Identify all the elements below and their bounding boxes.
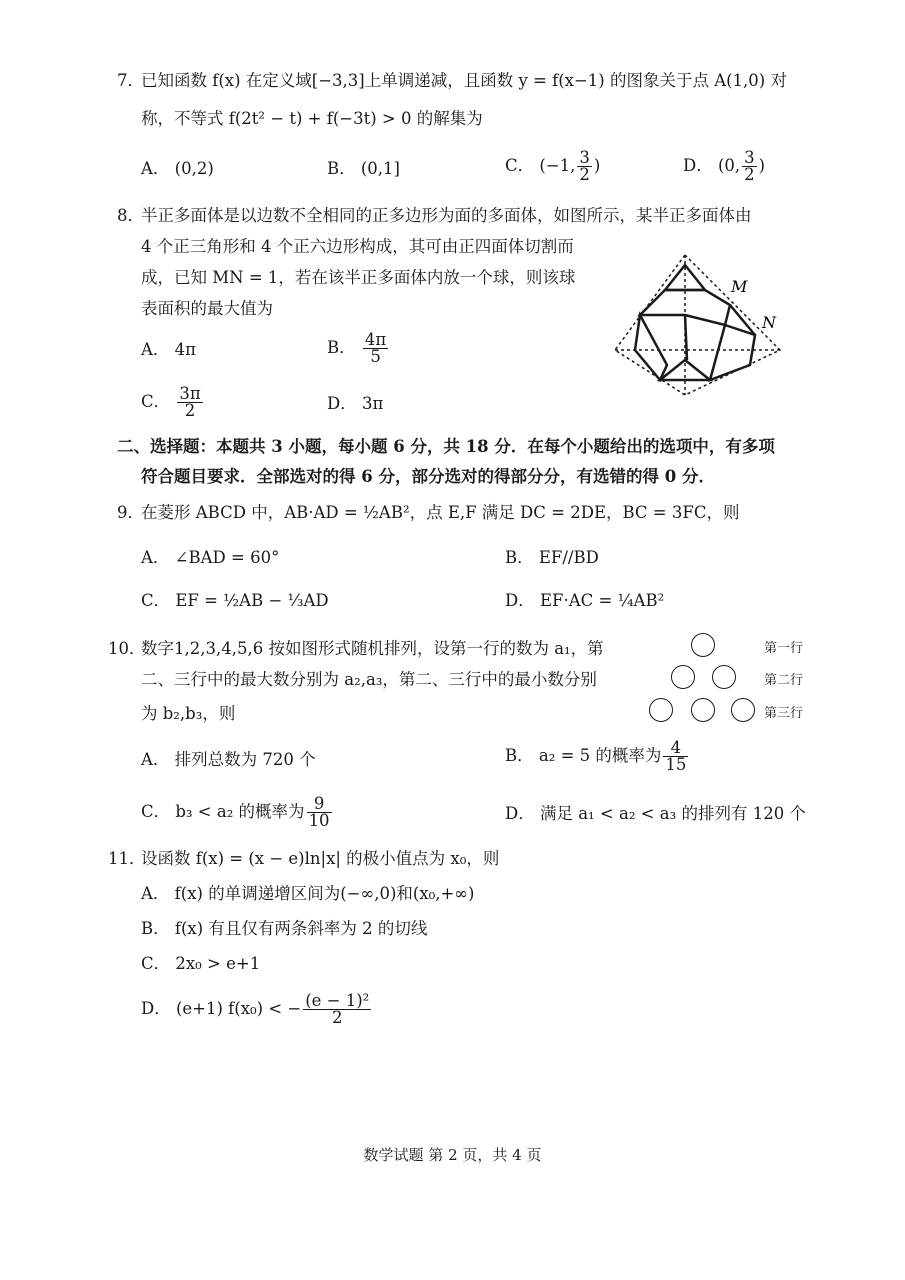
arrangement-circle xyxy=(671,665,695,689)
q11-number: 11． xyxy=(108,849,146,868)
row-label-3: 第三行 xyxy=(764,706,804,721)
q9-stem: 在菱形 ABCD 中，AB·AD = ½AB²，点 E,F 满足 DC = 2DE，BC = 3FC，则 xyxy=(141,503,740,522)
q11-stem: 设函数 f(x) = (x − e)ln|x| 的极小值点为 x₀，则 xyxy=(141,849,500,868)
q7-option-b: B． (0,1] xyxy=(327,159,400,178)
q8-stem-line2: 4 个正三角形和 4 个正六边形构成，其可由正四面体切割而 xyxy=(141,237,574,256)
q8-number: 8． xyxy=(117,206,144,225)
q11-option-a: A． f(x) 的单调递增区间为(−∞,0)和(x₀,+∞) xyxy=(141,884,475,903)
q11-option-c: C． 2x₀ > e+1 xyxy=(141,954,261,973)
arrangement-circle xyxy=(691,698,715,722)
truncated-tetrahedron-figure xyxy=(605,250,790,400)
q10-option-d: D． 满足 a₁ < a₂ < a₃ 的排列有 120 个 xyxy=(505,804,806,823)
q8-option-d: D． 3π xyxy=(327,394,384,413)
q8-stem-line4: 表面积的最大值为 xyxy=(141,299,273,318)
q9-number: 9． xyxy=(117,503,144,522)
q9-option-d: D． EF·AC = ¼AB² xyxy=(505,591,665,610)
q10-stem-line3: 为 b₂,b₃，则 xyxy=(141,704,236,723)
q7-stem-line1: 已知函数 f(x) 在定义域[−3,3]上单调递减，且函数 y = f(x−1) 的图象关于点 A(1,0) 对 xyxy=(141,71,787,90)
section-2-header-line2: 符合题目要求．全部选对的得 6 分，部分选对的得部分分，有选错的得 0 分． xyxy=(141,467,715,486)
q10-option-a: A． 排列总数为 720 个 xyxy=(141,750,316,769)
arrangement-circle xyxy=(731,698,755,722)
q9-option-b: B． EF//BD xyxy=(505,548,599,567)
q8-option-b: B． $\frac{4\pi}{5}$ xyxy=(327,330,387,366)
q8-stem-line3: 成，已知 MN = 1，若在该半正多面体内放一个球，则该球 xyxy=(141,268,576,287)
q10-stem-line1: 数字1,2,3,4,5,6 按如图形式随机排列，设第一行的数为 a₁，第 xyxy=(141,639,604,658)
q7-option-a: A． (0,2) xyxy=(141,159,214,178)
vertex-label-n: N xyxy=(762,313,776,332)
arrangement-circle xyxy=(649,698,673,722)
q7-option-c: C． (−1, $\frac{3}{2}$ ) xyxy=(505,148,601,184)
q8-option-c: C． $\frac{3\pi}{2}$ xyxy=(141,384,201,420)
section-2-header-line1: 二、选择题：本题共 3 小题，每小题 6 分，共 18 分．在每个小题给出的选项中，有多项 xyxy=(117,437,775,456)
q7-stem-line2: 称，不等式 f(2t² − t) + f(−3t) > 0 的解集为 xyxy=(141,109,483,128)
q8-option-a: A． 4π xyxy=(141,340,197,359)
q8-stem-line1: 半正多面体是以边数不全相同的正多边形为面的多面体，如图所示，某半正多面体由 xyxy=(141,206,752,225)
q10-number: 10． xyxy=(108,639,146,658)
q11-option-b: B． f(x) 有且仅有两条斜率为 2 的切线 xyxy=(141,919,428,938)
q7-number: 7． xyxy=(117,71,144,90)
q10-option-c: C． b₃ < a₂ 的概率为 $\frac{9}{10}$ xyxy=(141,794,330,830)
row-label-1: 第一行 xyxy=(764,641,804,656)
q9-option-a: A． ∠BAD = 60° xyxy=(141,548,280,567)
page-footer: 数学试题 第 2 页，共 4 页 xyxy=(363,1146,542,1164)
q10-option-b: B． a₂ = 5 的概率为 $\frac{4}{15}$ xyxy=(505,738,687,774)
arrangement-circle xyxy=(712,665,736,689)
arrangement-circle xyxy=(691,633,715,657)
q7-option-d: D． (0, $\frac{3}{2}$ ) xyxy=(683,148,766,184)
vertex-label-m: M xyxy=(731,277,748,296)
q11-option-d: D． (e+1) f(x₀) < − $\frac{\text{(e − 1)²}}{2}$ xyxy=(141,991,370,1027)
q9-option-c: C． EF = ½AB − ⅓AD xyxy=(141,591,329,610)
q10-stem-line2: 二、三行中的最大数分别为 a₂,a₃，第二、三行中的最小数分别 xyxy=(141,670,597,689)
row-label-2: 第二行 xyxy=(764,673,804,688)
